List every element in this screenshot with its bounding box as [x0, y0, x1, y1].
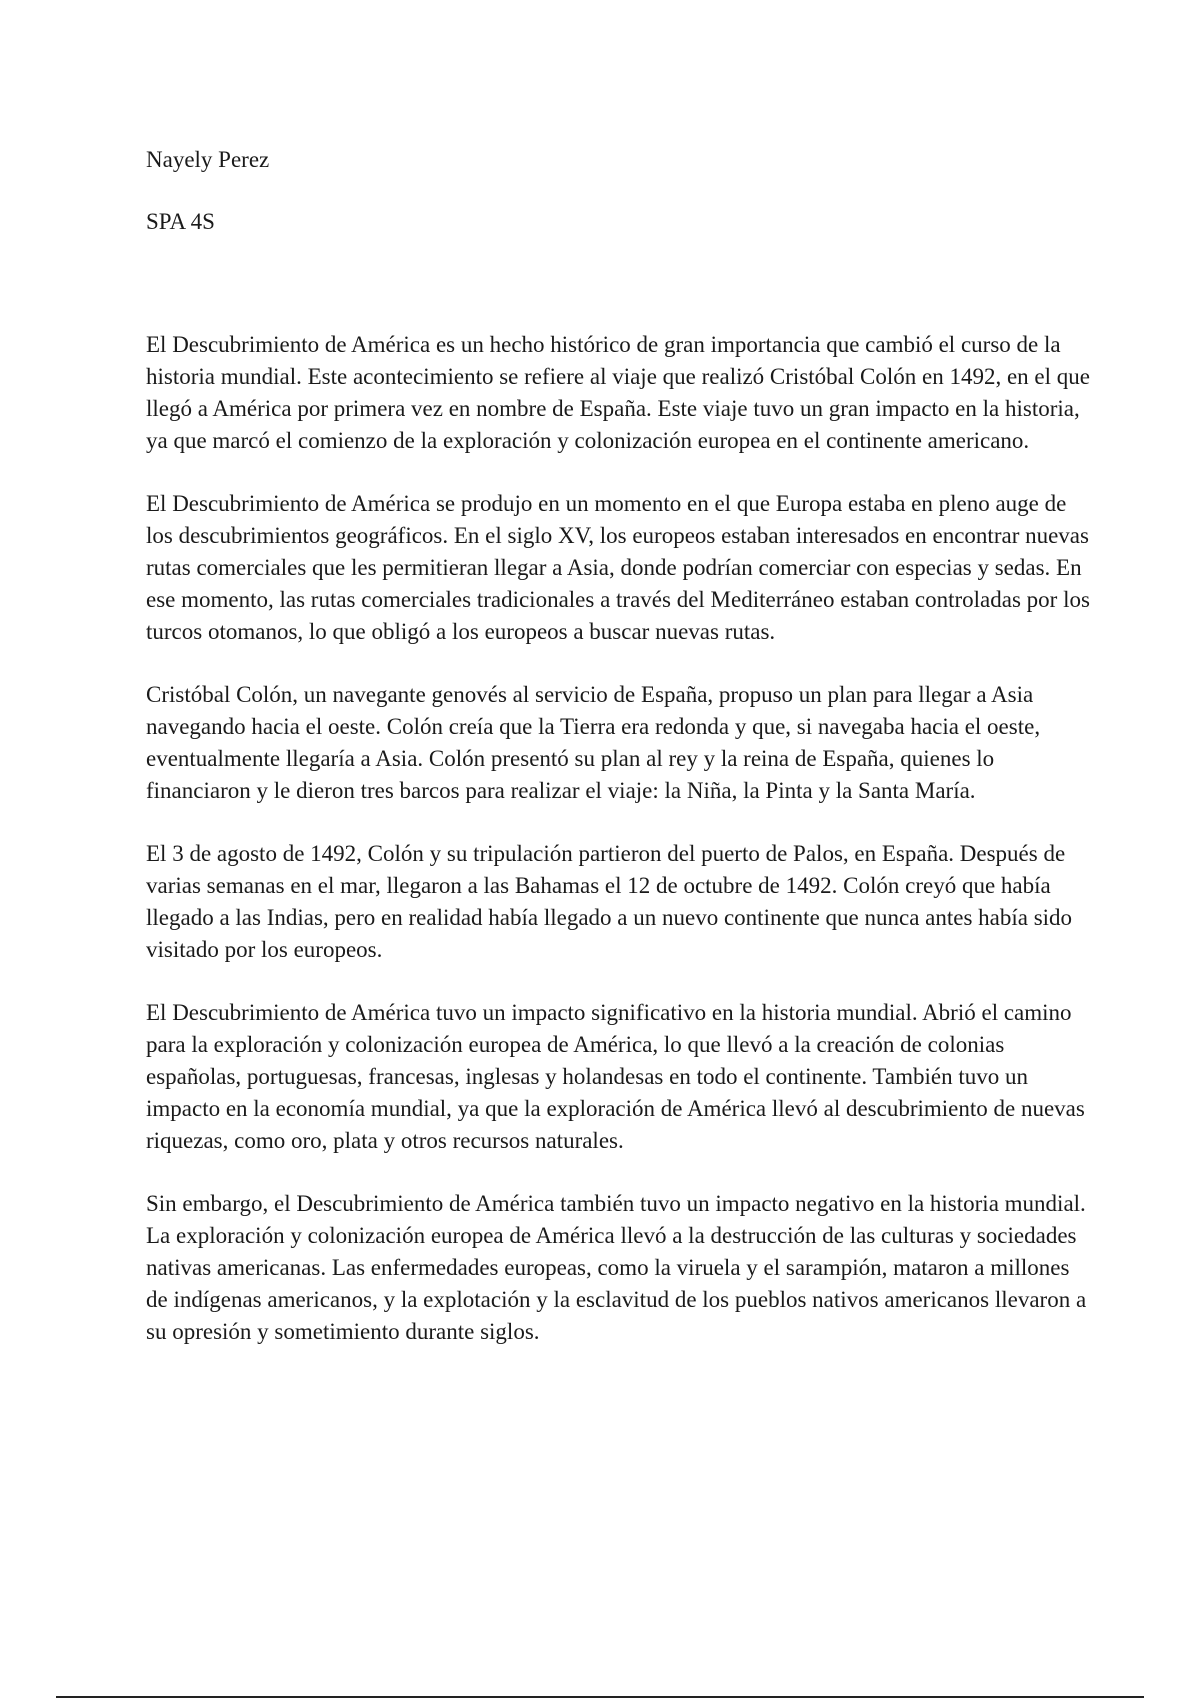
paragraph-3: Cristóbal Colón, un navegante genovés al servicio de España, propuso un plan para llegar a Asia navegando hacia el oeste. Colón creía que la Tierra era redonda y que, si navegaba hacia el oeste, eventualmente llegaría a Asia. Colón presentó su plan al rey y la reina de España, quienes lo financiaron y le dieron tres barcos para realizar el viaje: la Niña, la Pinta y la Santa María.: [146, 682, 1041, 803]
document-header: [146, 144, 1106, 268]
course-code: SPA 4S: [146, 209, 215, 234]
paragraph-6: Sin embargo, el Descubrimiento de América también tuvo un impacto negativo en la historia mundial. La exploración y colonización europea de América llevó a la destrucción de las culturas y sociedades nativas americanas. Las enfermedades europeas, como la viruela y el sarampión, mataron a millones de indígenas americanos, y la explotación y la esclavitud de los pueblos nativos americanos llevaron a su opresión y sometimiento durante siglos.: [146, 1191, 1087, 1344]
author-name: Nayely Perez: [146, 147, 270, 172]
paragraph-1: El Descubrimiento de América es un hecho histórico de gran importancia que cambió el curso de la historia mundial. Este acontecimiento se refiere al viaje que realizó Cristóbal Colón en 1492, en el que llegó a América por primera vez en nombre de España. Este viaje tuvo un gran impacto en la historia, ya que marcó el comienzo de la exploración y colonización europea en el continente americano.: [146, 332, 1090, 453]
essay-body: [146, 329, 1096, 1379]
paragraph-4: El 3 de agosto de 1492, Colón y su tripulación partieron del puerto de Palos, en España. Después de varias semanas en el mar, llegaron a las Bahamas el 12 de octubre de 1492. Colón creyó que había llegado a las Indias, pero en realidad había llegado a un nuevo continente que nunca antes había sido visitado por los europeos.: [146, 841, 1073, 962]
paragraph-2: El Descubrimiento de América se produjo en un momento en el que Europa estaba en pleno auge de los descubrimientos geográficos. En el siglo XV, los europeos estaban interesados en encontrar nuevas rutas comerciales que les permitieran llegar a Asia, donde podrían comerciar con especias y sedas. En ese momento, las rutas comerciales tradicionales a través del Mediterráneo estaban controladas por los turcos otomanos, lo que obligó a los europeos a buscar nuevas rutas.: [146, 491, 1090, 644]
paragraph-5: El Descubrimiento de América tuvo un impacto significativo en la historia mundial. Abrió el camino para la exploración y colonización europea de América, lo que llevó a la creación de colonias españolas, portuguesas, francesas, inglesas y holandesas en todo el continente. También tuvo un impacto en la economía mundial, ya que la exploración de América llevó al descubrimiento de nuevas riquezas, como oro, plata y otros recursos naturales.: [146, 1000, 1085, 1153]
page-bottom-rule: [56, 1696, 1144, 1698]
